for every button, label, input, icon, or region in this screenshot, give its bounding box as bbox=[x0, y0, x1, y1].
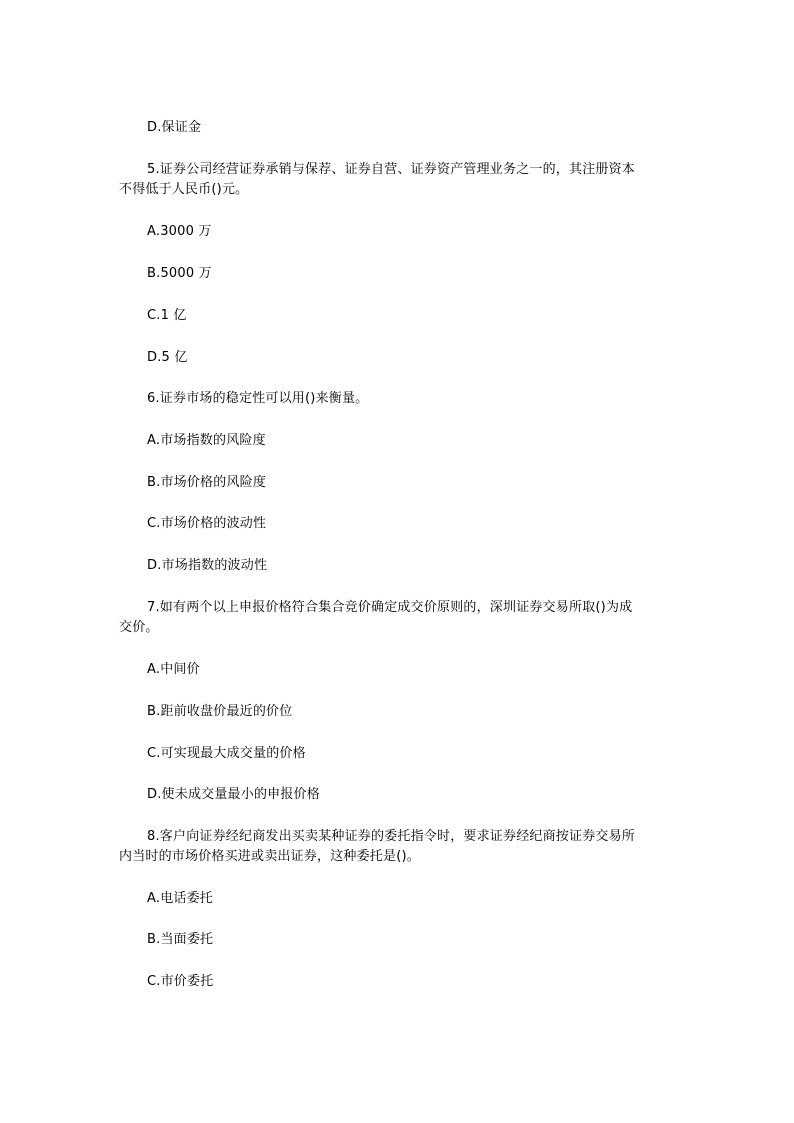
q5-option-a: A.3000 万 bbox=[147, 224, 212, 239]
q8-stem-line1: 8.客户向证券经纪商发出买卖某种证券的委托指令时，要求证券经纪商按证券交易所 bbox=[147, 829, 636, 844]
q7-option-c: C.可实现最大成交量的价格 bbox=[147, 746, 306, 761]
q5-option-c: C.1 亿 bbox=[147, 308, 187, 323]
q5-stem-line2: 不得低于人民币()元。 bbox=[119, 182, 249, 197]
q6-stem-line1: 6.证券市场的稳定性可以用()来衡量。 bbox=[147, 391, 369, 406]
q6-option-b: B.市场价格的风险度 bbox=[147, 475, 267, 490]
q5-option-d: D.5 亿 bbox=[147, 350, 188, 365]
q8-option-b: B.当面委托 bbox=[147, 932, 214, 947]
q7-option-a: A.中间价 bbox=[147, 662, 200, 677]
q4-option-d: D.保证金 bbox=[147, 120, 202, 135]
q5-stem-line1: 5.证券公司经营证券承销与保荐、证券自营、证券资产管理业务之一的，其注册资本 bbox=[147, 162, 636, 177]
q5-option-b: B.5000 万 bbox=[147, 266, 212, 281]
q8-option-c: C.市价委托 bbox=[147, 974, 214, 989]
q6-option-a: A.市场指数的风险度 bbox=[147, 433, 266, 448]
q7-option-b: B.距前收盘价最近的价位 bbox=[147, 704, 293, 719]
q6-option-d: D.市场指数的波动性 bbox=[147, 558, 268, 573]
q8-option-a: A.电话委托 bbox=[147, 891, 213, 906]
q8-stem-line2: 内当时的市场价格买进或卖出证券，这种委托是()。 bbox=[119, 849, 420, 864]
q7-option-d: D.使未成交量最小的申报价格 bbox=[147, 787, 320, 802]
q6-option-c: C.市场价格的波动性 bbox=[147, 516, 267, 531]
q7-stem-line1: 7.如有两个以上申报价格符合集合竞价确定成交价原则的，深圳证券交易所取()为成 bbox=[147, 600, 633, 615]
q7-stem-line2: 交价。 bbox=[119, 620, 159, 635]
